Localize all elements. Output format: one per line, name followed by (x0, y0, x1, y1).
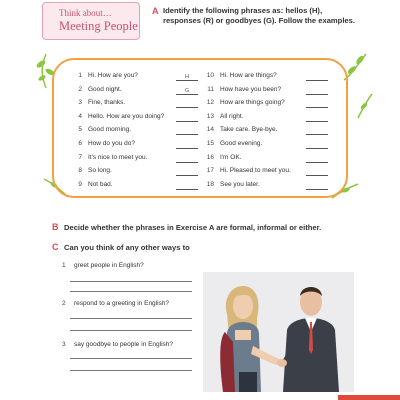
answer-field[interactable] (176, 142, 198, 149)
answer-line[interactable] (70, 358, 192, 359)
section-b-letter: B (52, 222, 59, 232)
phrase-number: 5 (78, 126, 82, 134)
leaf-decoration-icon (354, 90, 376, 120)
phrase-number: 6 (78, 139, 82, 147)
answer-field[interactable] (306, 128, 328, 135)
answer-field[interactable] (306, 183, 328, 190)
phrase-number: 4 (78, 112, 82, 120)
section-b-instruction: Decide whether the phrases in Exercise A are formal, informal or either. (64, 223, 322, 232)
answer-line[interactable] (70, 330, 192, 331)
answer-field[interactable] (176, 101, 198, 108)
phrase-number: 17 (206, 167, 214, 175)
answer-field[interactable] (176, 169, 198, 176)
section-c-letter: C (52, 242, 59, 252)
phrase-text: Hi. How are you? (88, 72, 138, 79)
phrase-text: It's nice to meet you. (88, 153, 148, 161)
handshake-photo (203, 272, 354, 392)
answer-line[interactable] (70, 281, 192, 282)
phrase-text: See you later. (220, 180, 260, 188)
question-text: greet people in English? (74, 262, 144, 269)
answer-field[interactable] (306, 156, 328, 163)
answer-field[interactable] (306, 88, 328, 95)
phrase-text: How are things going? (220, 99, 285, 107)
section-a-letter: A (152, 6, 159, 16)
answer-field[interactable] (176, 115, 198, 122)
phrase-text: Good evening. (220, 139, 263, 147)
question-number: 3 (62, 341, 66, 348)
answer-field[interactable] (176, 183, 198, 190)
answer-field[interactable] (306, 101, 328, 108)
phrase-number: 1 (78, 72, 82, 79)
phrase-text: Good morning. (88, 126, 131, 134)
answer-field[interactable] (306, 142, 328, 149)
phrase-number: 16 (206, 153, 214, 161)
answer-field[interactable]: G (176, 88, 198, 95)
handshake-illustration-icon (203, 272, 354, 392)
answer-field[interactable]: H (176, 74, 198, 81)
phrase-text: All right. (220, 112, 244, 120)
answer-line[interactable] (70, 370, 192, 371)
phrase-number: 18 (206, 180, 214, 188)
answer-line[interactable] (70, 291, 192, 292)
answer-field[interactable] (306, 169, 328, 176)
phrase-text: Good night. (88, 85, 122, 93)
phrase-text: How do you do? (88, 139, 135, 147)
question-number: 1 (62, 262, 66, 269)
topic-badge (42, 2, 140, 40)
phrase-number: 15 (206, 139, 214, 147)
phrase-text: How have you been? (220, 85, 282, 93)
page-corner-tab (338, 395, 400, 400)
phrase-number: 2 (78, 85, 82, 93)
phrase-text: I'm OK. (220, 153, 242, 161)
phrase-text: Hello. How are you doing? (88, 112, 165, 120)
phrase-number: 7 (78, 153, 82, 161)
phrase-text: So long. (88, 167, 112, 175)
answer-field[interactable] (306, 115, 328, 122)
phrase-text: Hi. How are things? (220, 72, 277, 79)
phrase-number: 3 (78, 99, 82, 107)
phrase-text: Not bad. (88, 180, 113, 188)
phrase-text: Take care. Bye-bye. (220, 126, 278, 134)
phrase-number: 13 (206, 112, 214, 120)
phrase-number: 10 (206, 72, 214, 79)
question-number: 2 (62, 300, 66, 307)
badge-title: Meeting People (59, 19, 138, 33)
question-text: respond to a greeting in English? (74, 300, 170, 307)
question-text: say goodbye to people in English? (74, 341, 174, 348)
answer-field[interactable] (176, 156, 198, 163)
phrase-number: 12 (206, 99, 214, 107)
phrase-text: Fine, thanks. (88, 99, 126, 107)
phrase-number: 8 (78, 167, 82, 175)
answer-field[interactable] (176, 128, 198, 135)
section-a-instruction-line1: Identify the following phrases as: hellos (H), (163, 6, 323, 15)
badge-subtitle: Think about… (59, 8, 112, 18)
section-c-instruction: Can you think of any other ways to (64, 243, 190, 252)
phrase-text: Hi. Pleased to meet you. (220, 167, 291, 175)
phrase-number: 11 (207, 85, 214, 93)
answer-field[interactable] (306, 74, 328, 81)
phrase-number: 9 (78, 180, 82, 188)
answer-line[interactable] (70, 318, 192, 319)
phrase-number: 14 (206, 126, 214, 134)
section-a-instruction-line2: responses (R) or goodbyes (G). Follow the examples. (163, 16, 355, 25)
